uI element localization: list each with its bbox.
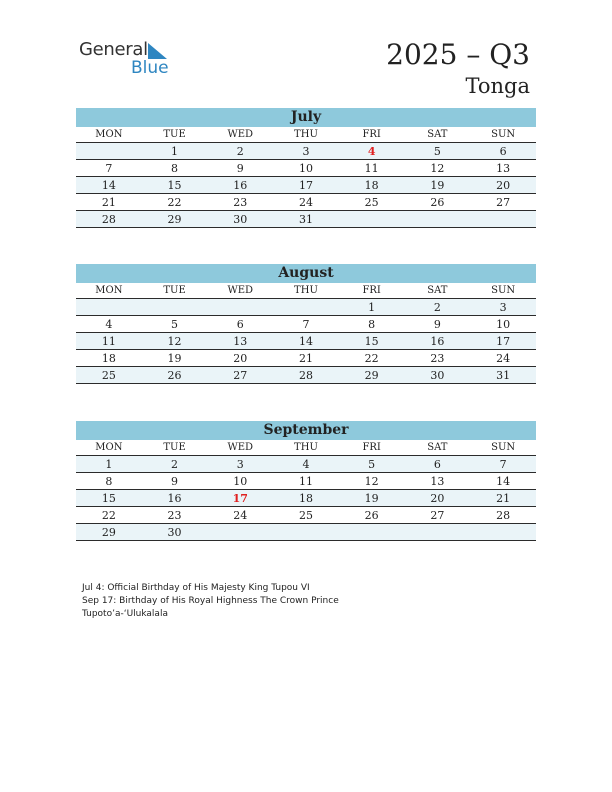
day-cell: 2 — [405, 299, 471, 316]
day-cell: 5 — [339, 456, 405, 473]
weekday-label: SUN — [470, 127, 536, 143]
day-cell: 28 — [273, 367, 339, 384]
day-cell: 17 — [470, 333, 536, 350]
day-cell: 1 — [142, 143, 208, 160]
weekday-label: WED — [207, 283, 273, 299]
day-cell: 9 — [142, 473, 208, 490]
day-cell: 5 — [142, 316, 208, 333]
day-cell — [470, 211, 536, 228]
holiday-note: Jul 4: Official Birthday of His Majesty King Tupou VI — [82, 583, 310, 593]
day-cell — [207, 524, 273, 541]
day-cell: 4 — [273, 456, 339, 473]
day-cell: 28 — [470, 507, 536, 524]
day-cell: 16 — [405, 333, 471, 350]
week-row — [76, 333, 536, 350]
day-cell: 16 — [207, 177, 273, 194]
day-cell: 23 — [207, 194, 273, 211]
day-cell: 1 — [339, 299, 405, 316]
day-cell: 21 — [470, 490, 536, 507]
day-cell: 24 — [273, 194, 339, 211]
day-cell — [207, 299, 273, 316]
month-header: July — [76, 108, 536, 127]
page-title: 2025 – Q3 — [386, 38, 530, 71]
weekday-label: TUE — [142, 283, 208, 299]
day-cell: 9 — [405, 316, 471, 333]
day-cell — [339, 524, 405, 541]
day-cell: 22 — [142, 194, 208, 211]
day-cell: 25 — [76, 367, 142, 384]
holiday-note: Sep 17: Birthday of His Royal Highness The Crown Prince Tupoto’a-‘Ulukalala — [82, 596, 339, 619]
calendar-grid — [76, 440, 536, 541]
week-row — [76, 507, 536, 524]
day-cell: 25 — [339, 194, 405, 211]
day-cell: 17 — [207, 490, 273, 507]
day-cell: 10 — [470, 316, 536, 333]
day-cell — [273, 299, 339, 316]
week-row — [76, 456, 536, 473]
day-cell: 7 — [470, 456, 536, 473]
day-cell: 1 — [76, 456, 142, 473]
day-cell: 4 — [339, 143, 405, 160]
day-cell: 27 — [470, 194, 536, 211]
day-cell — [76, 299, 142, 316]
weekday-label: MON — [76, 283, 142, 299]
day-cell: 19 — [405, 177, 471, 194]
day-cell: 8 — [339, 316, 405, 333]
day-cell: 31 — [273, 211, 339, 228]
week-row — [76, 350, 536, 367]
month-july — [76, 108, 536, 228]
day-cell: 14 — [470, 473, 536, 490]
week-row — [76, 490, 536, 507]
day-cell: 2 — [142, 456, 208, 473]
day-cell: 6 — [470, 143, 536, 160]
day-cell: 20 — [470, 177, 536, 194]
day-cell: 3 — [273, 143, 339, 160]
week-row — [76, 143, 536, 160]
weekday-label: THU — [273, 440, 339, 456]
day-cell: 12 — [339, 473, 405, 490]
day-cell: 18 — [339, 177, 405, 194]
day-cell: 29 — [76, 524, 142, 541]
day-cell: 12 — [405, 160, 471, 177]
day-cell: 18 — [76, 350, 142, 367]
day-cell: 3 — [207, 456, 273, 473]
day-cell: 18 — [273, 490, 339, 507]
day-cell: 10 — [207, 473, 273, 490]
week-row — [76, 299, 536, 316]
day-cell: 24 — [207, 507, 273, 524]
week-row — [76, 211, 536, 228]
day-cell: 23 — [405, 350, 471, 367]
weekday-label: TUE — [142, 440, 208, 456]
day-cell: 10 — [273, 160, 339, 177]
day-cell: 14 — [273, 333, 339, 350]
month-august — [76, 264, 536, 384]
day-cell: 28 — [76, 211, 142, 228]
week-row — [76, 367, 536, 384]
day-cell: 31 — [470, 367, 536, 384]
weekday-label: FRI — [339, 283, 405, 299]
day-cell: 6 — [405, 456, 471, 473]
day-cell: 13 — [207, 333, 273, 350]
day-cell: 6 — [207, 316, 273, 333]
day-cell: 13 — [470, 160, 536, 177]
day-cell — [470, 524, 536, 541]
calendar-grid — [76, 127, 536, 228]
country-name: Tonga — [465, 74, 530, 98]
week-row — [76, 316, 536, 333]
weekday-row — [76, 440, 536, 456]
weekday-label: MON — [76, 127, 142, 143]
month-header: August — [76, 264, 536, 283]
day-cell: 12 — [142, 333, 208, 350]
day-cell — [405, 524, 471, 541]
day-cell: 22 — [76, 507, 142, 524]
day-cell: 15 — [339, 333, 405, 350]
day-cell: 14 — [76, 177, 142, 194]
day-cell: 11 — [339, 160, 405, 177]
day-cell: 15 — [76, 490, 142, 507]
day-cell: 29 — [142, 211, 208, 228]
day-cell — [405, 211, 471, 228]
week-row — [76, 160, 536, 177]
day-cell: 21 — [273, 350, 339, 367]
weekday-label: WED — [207, 127, 273, 143]
month-header: September — [76, 421, 536, 440]
weekday-label: MON — [76, 440, 142, 456]
weekday-label: SAT — [405, 283, 471, 299]
day-cell: 11 — [76, 333, 142, 350]
week-row — [76, 194, 536, 211]
day-cell: 22 — [339, 350, 405, 367]
weekday-label: THU — [273, 127, 339, 143]
day-cell: 27 — [405, 507, 471, 524]
weekday-row — [76, 127, 536, 143]
weekday-label: SAT — [405, 440, 471, 456]
day-cell: 24 — [470, 350, 536, 367]
week-row — [76, 524, 536, 541]
day-cell: 30 — [142, 524, 208, 541]
calendar-grid — [76, 283, 536, 384]
day-cell: 15 — [142, 177, 208, 194]
week-row — [76, 177, 536, 194]
day-cell: 7 — [273, 316, 339, 333]
day-cell: 13 — [405, 473, 471, 490]
logo-triangle-icon — [148, 43, 168, 59]
day-cell: 19 — [339, 490, 405, 507]
weekday-label: TUE — [142, 127, 208, 143]
day-cell — [142, 299, 208, 316]
day-cell: 26 — [405, 194, 471, 211]
day-cell — [339, 211, 405, 228]
month-september — [76, 421, 536, 541]
day-cell: 9 — [207, 160, 273, 177]
day-cell: 20 — [207, 350, 273, 367]
day-cell: 30 — [207, 211, 273, 228]
weekday-label: THU — [273, 283, 339, 299]
day-cell: 19 — [142, 350, 208, 367]
logo-blue-text: Blue — [131, 58, 169, 78]
weekday-label: SUN — [470, 440, 536, 456]
day-cell: 27 — [207, 367, 273, 384]
weekday-label: SAT — [405, 127, 471, 143]
weekday-row — [76, 283, 536, 299]
day-cell: 4 — [76, 316, 142, 333]
day-cell: 17 — [273, 177, 339, 194]
day-cell: 26 — [339, 507, 405, 524]
day-cell: 3 — [470, 299, 536, 316]
logo-general-text: General — [79, 39, 148, 60]
day-cell: 21 — [76, 194, 142, 211]
day-cell: 25 — [273, 507, 339, 524]
day-cell — [273, 524, 339, 541]
day-cell: 7 — [76, 160, 142, 177]
day-cell: 2 — [207, 143, 273, 160]
week-row — [76, 473, 536, 490]
day-cell: 11 — [273, 473, 339, 490]
day-cell — [76, 143, 142, 160]
day-cell: 16 — [142, 490, 208, 507]
day-cell: 26 — [142, 367, 208, 384]
weekday-label: SUN — [470, 283, 536, 299]
day-cell: 29 — [339, 367, 405, 384]
day-cell: 20 — [405, 490, 471, 507]
day-cell: 8 — [76, 473, 142, 490]
holiday-notes — [82, 582, 402, 621]
day-cell: 30 — [405, 367, 471, 384]
weekday-label: FRI — [339, 440, 405, 456]
weekday-label: WED — [207, 440, 273, 456]
day-cell: 23 — [142, 507, 208, 524]
day-cell: 8 — [142, 160, 208, 177]
weekday-label: FRI — [339, 127, 405, 143]
logo — [79, 39, 169, 78]
day-cell: 5 — [405, 143, 471, 160]
